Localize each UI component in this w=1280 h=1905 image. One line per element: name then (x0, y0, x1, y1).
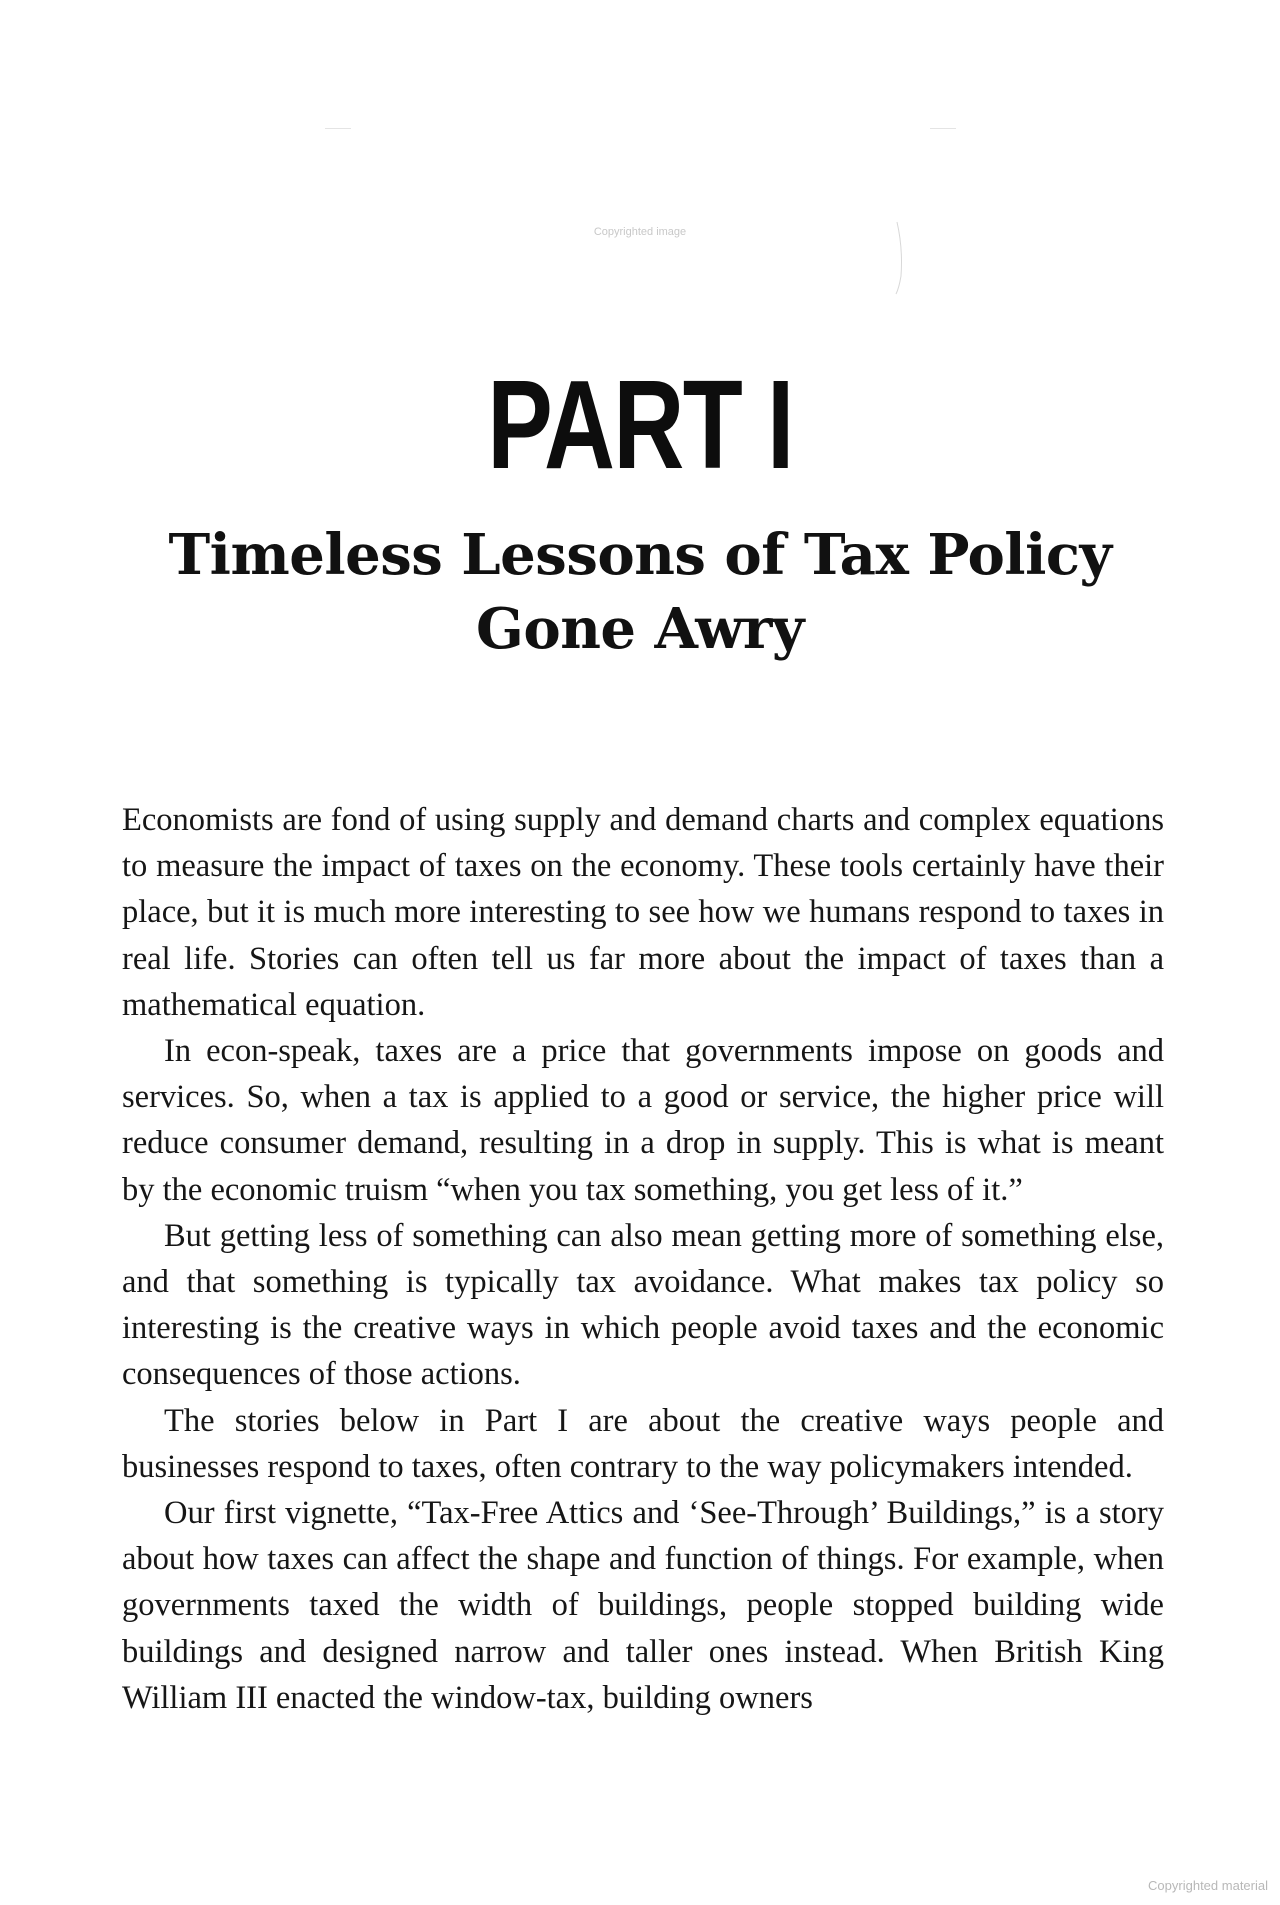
body-text (122, 797, 1164, 1721)
part-subtitle-line-2: Gone Awry (476, 596, 804, 662)
paragraph: The stories below in Part I are about the creative ways people and businesses respond to taxes, often contrary to the way policymakers intended. (122, 1402, 1164, 1485)
part-subtitle (140, 518, 1140, 666)
decorative-stroke-icon (895, 218, 925, 298)
paragraph: Our first vignette, “Tax-Free Attics and ‘See-Through’ Buildings,” is a story about how taxes can affect the shape and function of things. For example, when governments taxed the width of buildings, people stopped building wide buildings and designed narrow and taller ones instead. When British King William III enacted the window-tax, building owners (122, 1495, 1164, 1716)
part-label: PART I (487, 354, 793, 495)
paragraph: Economists are fond of using supply and demand charts and complex equations to measure the impact of taxes on the economy. These tools certainly have their place, but it is much more interesting to see how we humans respond to taxes in real life. Stories can often tell us far more about the impact of taxes than a mathematical equation. (122, 802, 1164, 1023)
part-subtitle-line-1: Timeless Lessons of Tax Policy (168, 522, 1112, 588)
crop-mark-left (325, 128, 351, 129)
paragraph: In econ-speak, taxes are a price that governments impose on goods and services. So, when a tax is applied to a good or service, the higher price will reduce consumer demand, resulting in a drop in supply. This is what is meant by the economic truism “when you tax something, you get less of it.” (122, 1033, 1164, 1208)
copyrighted-image-notice: Copyrighted image (593, 226, 687, 238)
crop-mark-right (930, 128, 956, 129)
copyrighted-material-notice: Copyrighted material (1148, 1878, 1268, 1893)
paragraph: But getting less of something can also mean getting more of something else, and that something is typically tax avoidance. What makes tax policy so interesting is the creative ways in which people avoid taxes and the economic consequences of those actions. (122, 1217, 1164, 1393)
